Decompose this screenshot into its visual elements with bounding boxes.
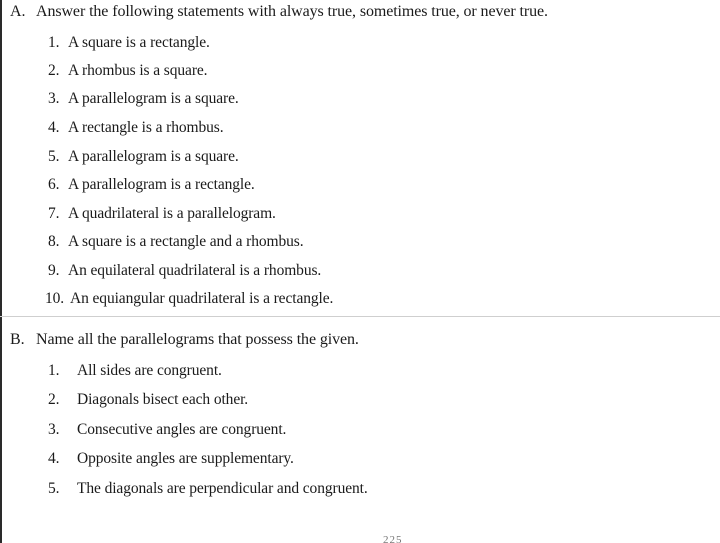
list-item (48, 61, 207, 81)
section-a-instructions: Answer the following statements with always true, sometimes true, or never true. (36, 3, 548, 20)
section-b-letter: B. (10, 331, 25, 348)
list-item (48, 361, 222, 381)
list-item (48, 89, 239, 109)
list-item (48, 420, 286, 440)
item-text: A parallelogram is a square. (68, 90, 239, 107)
item-number: 2. (48, 62, 60, 79)
list-item (48, 390, 248, 410)
item-text: Consecutive angles are congruent. (77, 421, 287, 438)
item-text: All sides are congruent. (77, 362, 222, 379)
item-number: 5. (48, 480, 60, 497)
list-item (45, 289, 333, 309)
list-item (48, 204, 276, 224)
item-number: 10. (45, 290, 65, 307)
section-b-heading (10, 330, 359, 350)
section-a-heading (10, 2, 548, 22)
item-number: 9. (48, 262, 60, 279)
item-number: 2. (48, 391, 60, 408)
item-text: A rectangle is a rhombus. (68, 119, 224, 136)
item-number: 6. (48, 176, 60, 193)
list-item (48, 33, 210, 53)
item-text: An equilateral quadrilateral is a rhombus. (68, 262, 322, 279)
section-b-instructions: Name all the parallelograms that possess the given. (36, 331, 359, 348)
left-margin-rule (0, 0, 2, 543)
list-item (48, 261, 321, 281)
item-number: 7. (48, 205, 60, 222)
item-number: 3. (48, 90, 60, 107)
item-text: A parallelogram is a square. (68, 148, 239, 165)
item-number: 8. (48, 233, 60, 250)
list-item (48, 118, 223, 138)
item-text: Opposite angles are supplementary. (77, 450, 294, 467)
item-number: 5. (48, 148, 60, 165)
page-number: 225 (383, 534, 403, 543)
item-text: A square is a rectangle and a rhombus. (68, 233, 304, 250)
item-number: 3. (48, 421, 60, 438)
item-text: A parallelogram is a rectangle. (68, 176, 255, 193)
item-text: The diagonals are perpendicular and congruent. (77, 480, 368, 497)
item-number: 1. (48, 34, 60, 51)
item-text: Diagonals bisect each other. (77, 391, 249, 408)
section-a-letter: A. (10, 3, 26, 20)
item-text: A quadrilateral is a parallelogram. (68, 205, 276, 222)
item-text: A rhombus is a square. (68, 62, 208, 79)
item-text: A square is a rectangle. (68, 34, 210, 51)
item-number: 4. (48, 119, 60, 136)
item-number: 4. (48, 450, 60, 467)
section-divider (0, 316, 720, 317)
list-item (48, 479, 368, 499)
item-number: 1. (48, 362, 60, 379)
list-item (48, 147, 239, 167)
list-item (48, 449, 294, 469)
list-item (48, 175, 255, 195)
item-text: An equiangular quadrilateral is a rectangle. (70, 290, 334, 307)
list-item (48, 232, 304, 252)
